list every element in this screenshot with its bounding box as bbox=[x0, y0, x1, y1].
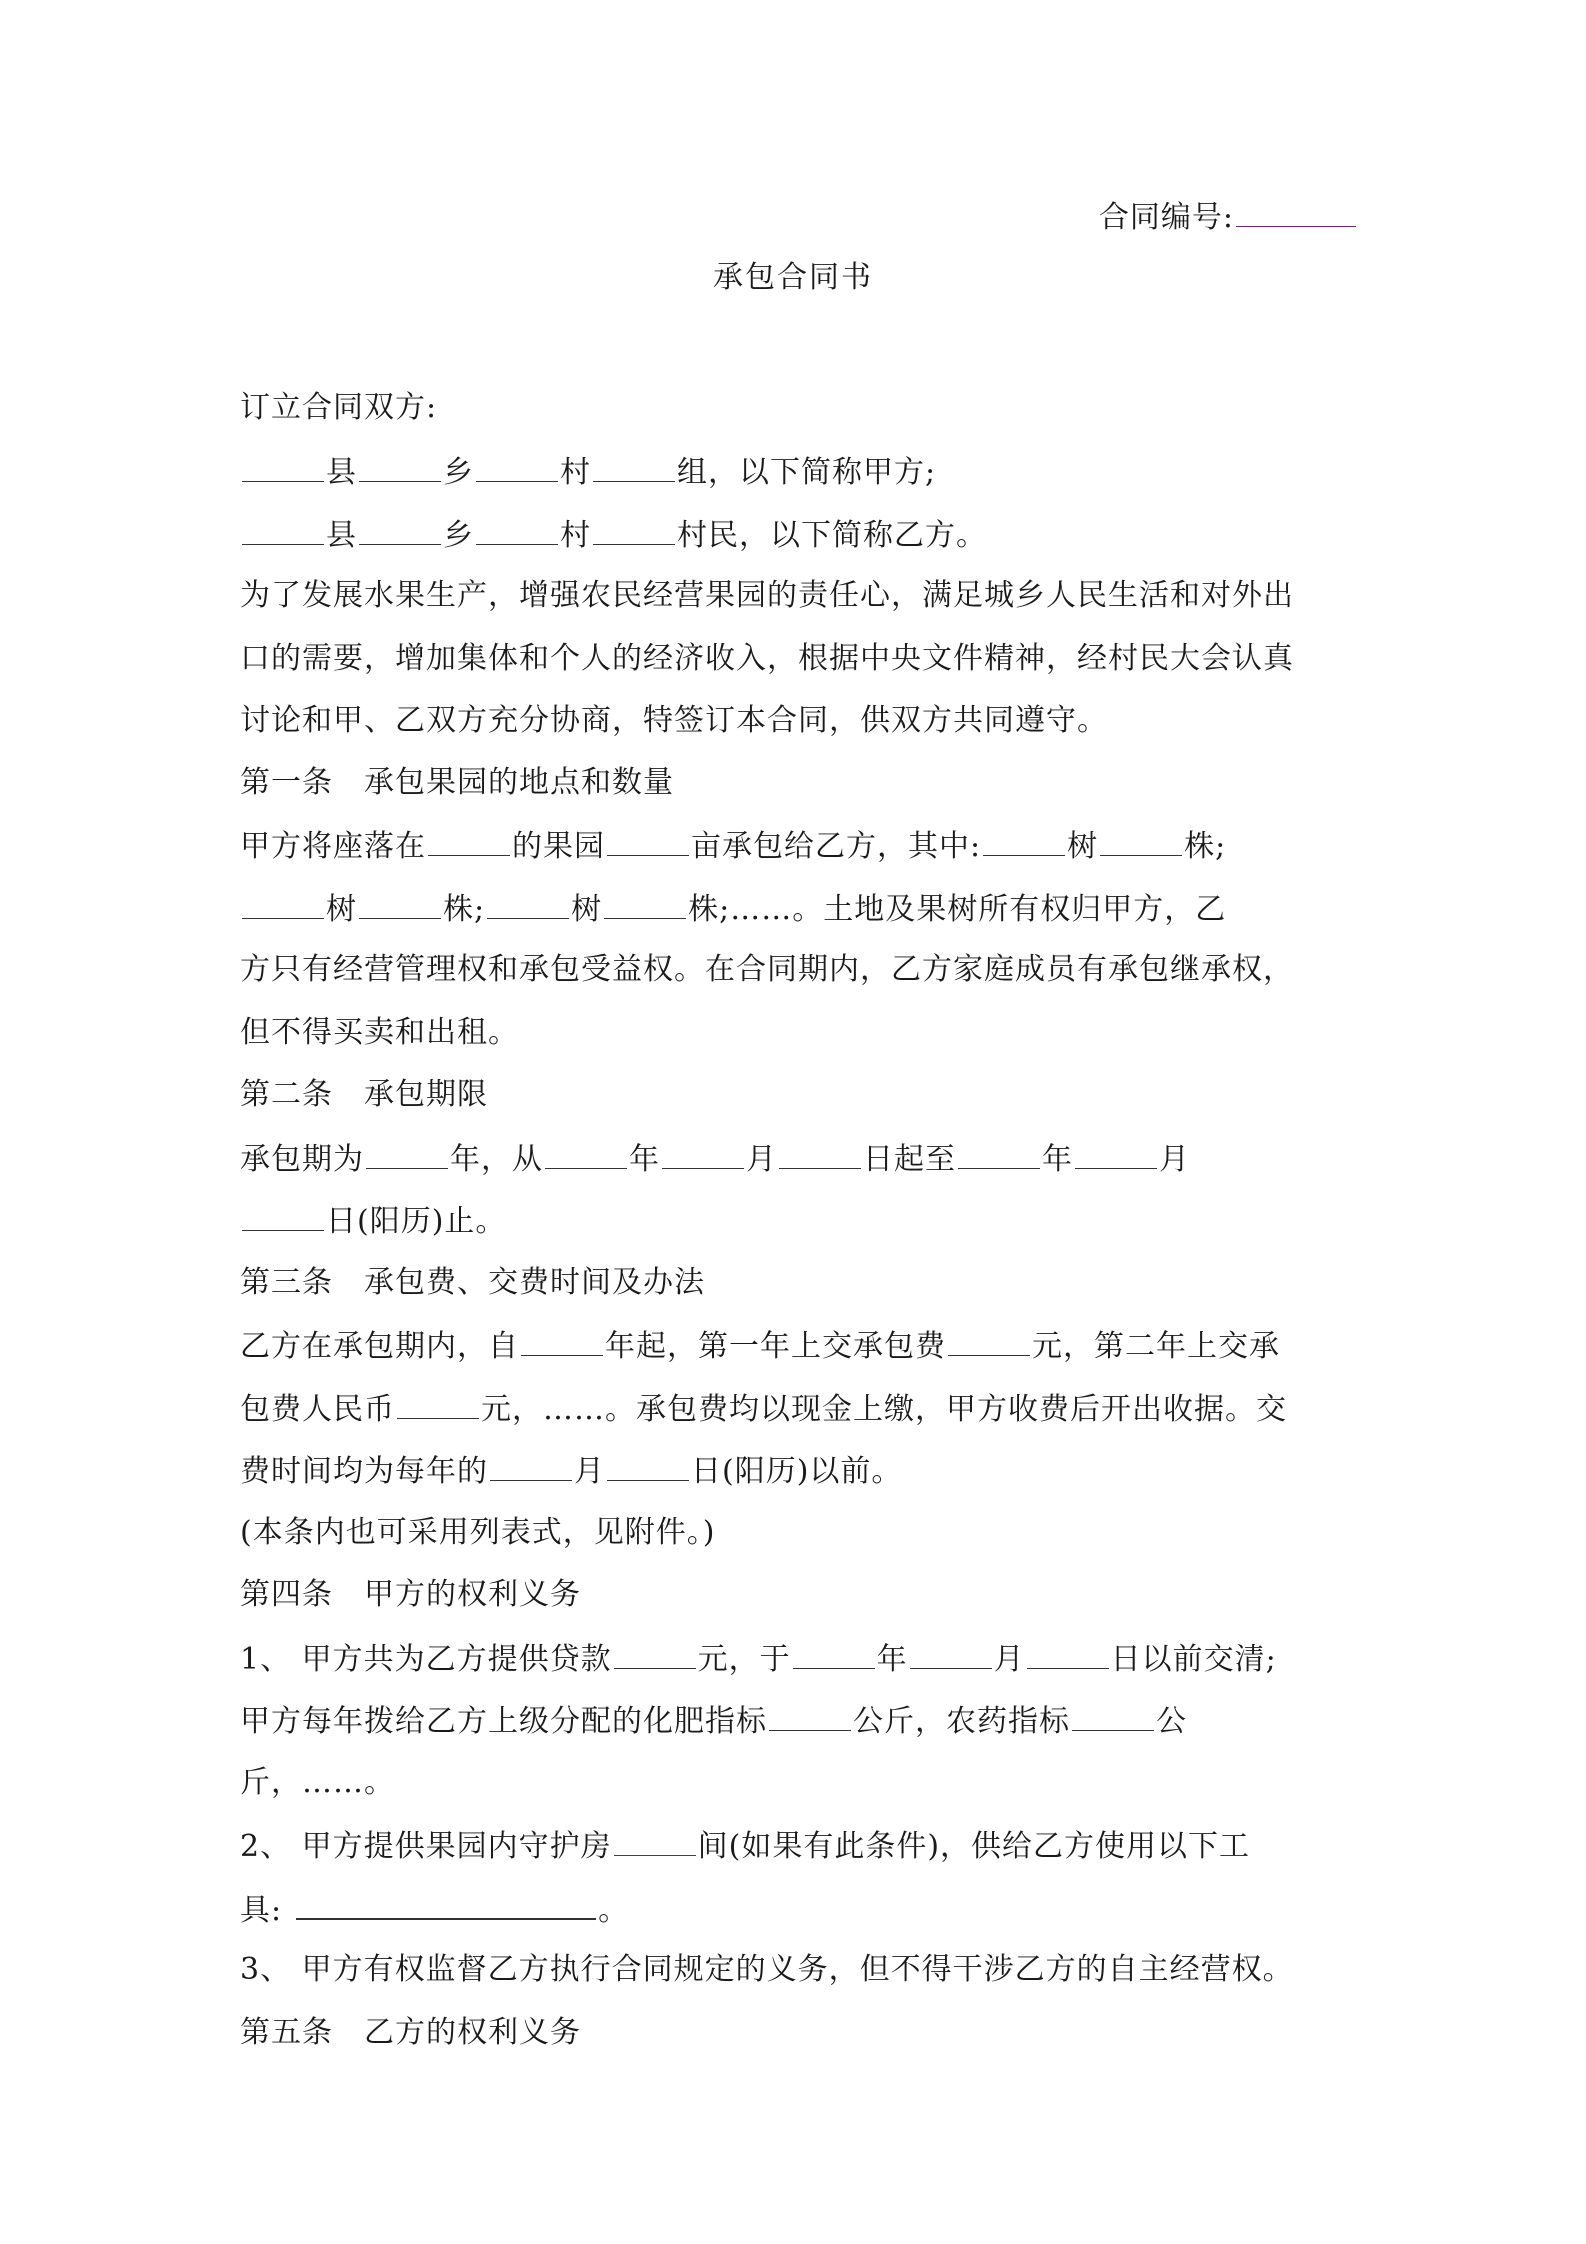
blank-field[interactable] bbox=[948, 1325, 1030, 1356]
blank-field[interactable] bbox=[242, 514, 324, 545]
text-span: 包费人民币 bbox=[240, 1392, 395, 1427]
text-span: 乙方在承包期内，自 bbox=[240, 1329, 519, 1364]
blank-field[interactable] bbox=[476, 514, 558, 545]
blank-field[interactable] bbox=[1072, 1700, 1154, 1731]
blank-field[interactable] bbox=[779, 1138, 861, 1169]
blank-field[interactable] bbox=[521, 1325, 603, 1356]
text-span: 村民，以下简称乙方。 bbox=[677, 518, 987, 553]
blank-field[interactable] bbox=[614, 1825, 696, 1856]
article-4-item-2-line-2 bbox=[240, 1888, 629, 1931]
article-1-heading: 第一条 承包果园的地点和数量 bbox=[240, 765, 674, 800]
text-span: 公斤，农药指标 bbox=[853, 1704, 1070, 1739]
text-span: 乡 bbox=[443, 518, 474, 553]
text-span: 甲方每年拨给乙方上级分配的化肥指标 bbox=[240, 1704, 767, 1739]
blank-field[interactable] bbox=[604, 888, 686, 919]
article-4-item-1-line-2 bbox=[240, 1700, 1187, 1742]
text-span: 公 bbox=[1156, 1704, 1187, 1739]
text-span: 月 bbox=[1159, 1142, 1190, 1177]
text-span: 月 bbox=[993, 1642, 1025, 1677]
blank-field[interactable] bbox=[428, 825, 510, 856]
article-2-line-2 bbox=[240, 1200, 506, 1242]
blank-field[interactable] bbox=[359, 514, 441, 545]
text-span: 树 bbox=[571, 892, 603, 927]
blank-field[interactable] bbox=[662, 1138, 744, 1169]
article-4-heading: 第四条 甲方的权利义务 bbox=[240, 1577, 581, 1612]
text-span: 年 bbox=[629, 1142, 660, 1177]
blank-field[interactable] bbox=[593, 451, 675, 482]
blank-field[interactable] bbox=[490, 1450, 572, 1481]
text-span: 1、 甲方共为乙方提供贷款 bbox=[240, 1642, 612, 1677]
blank-field[interactable] bbox=[366, 1138, 448, 1169]
text-span: 具: bbox=[240, 1893, 283, 1928]
text-span: 日(阳历)以前。 bbox=[691, 1454, 903, 1489]
text-span: 日起至 bbox=[863, 1142, 956, 1177]
document-title: 承包合同书 bbox=[713, 260, 873, 295]
text-span: 日(阳历)止。 bbox=[326, 1204, 507, 1239]
blank-field[interactable] bbox=[359, 888, 441, 919]
text-span: 树 bbox=[326, 892, 357, 927]
article-1-line-4: 但不得买卖和出租。 bbox=[240, 1015, 519, 1050]
text-span: 年起，第一年上交承包费 bbox=[605, 1329, 946, 1364]
blank-field[interactable] bbox=[242, 451, 324, 482]
blank-field[interactable] bbox=[476, 451, 558, 482]
preamble-line-3: 讨论和甲、乙双方充分协商，特签订本合同，供双方共同遵守。 bbox=[240, 703, 1108, 738]
text-span: 乡 bbox=[443, 455, 474, 490]
text-span: 亩承包给乙方，其中: bbox=[691, 829, 982, 864]
text-span: 。 bbox=[598, 1893, 630, 1928]
blank-field[interactable] bbox=[1027, 1638, 1109, 1669]
article-3-heading: 第三条 承包费、交费时间及办法 bbox=[240, 1265, 705, 1300]
article-3-line-2 bbox=[240, 1388, 1287, 1430]
blank-field[interactable] bbox=[487, 888, 569, 919]
text-span: 月 bbox=[574, 1454, 605, 1489]
blank-field[interactable] bbox=[242, 888, 324, 919]
contract-number bbox=[1099, 196, 1358, 238]
contract-number-label: 合同编号: bbox=[1098, 200, 1234, 235]
blank-field[interactable] bbox=[397, 1388, 479, 1419]
text-span: 2、 甲方提供果园内守护房 bbox=[240, 1829, 612, 1864]
article-4-item-3: 3、 甲方有权监督乙方执行合同规定的义务，但不得干涉乙方的自主经营权。 bbox=[240, 1952, 1294, 1987]
blank-field[interactable] bbox=[1075, 1138, 1157, 1169]
preamble-line-2: 口的需要，增加集体和个人的经济收入，根据中央文件精神，经村民大会认真 bbox=[240, 641, 1294, 676]
text-span: 县 bbox=[326, 455, 357, 490]
party-a-line bbox=[240, 451, 936, 493]
text-span: 日以前交清; bbox=[1110, 1642, 1277, 1677]
blank-field[interactable] bbox=[607, 1450, 689, 1481]
text-span: 株; bbox=[1184, 829, 1227, 864]
party-b-line bbox=[240, 514, 987, 556]
article-1-line-1 bbox=[240, 825, 1226, 867]
article-3-line-1 bbox=[240, 1325, 1280, 1367]
blank-field[interactable] bbox=[545, 1138, 627, 1169]
text-span: 年，从 bbox=[450, 1142, 543, 1177]
article-5-heading: 第五条 乙方的权利义务 bbox=[240, 2015, 581, 2050]
article-1-line-2 bbox=[240, 888, 1226, 930]
text-span: 元，第二年上交承 bbox=[1032, 1329, 1280, 1364]
article-4-item-1-line-3: 斤，……。 bbox=[240, 1765, 395, 1800]
blank-field[interactable] bbox=[769, 1700, 851, 1731]
blank-field[interactable] bbox=[1100, 825, 1182, 856]
blank-field[interactable] bbox=[614, 1638, 696, 1669]
text-span: 株; bbox=[443, 892, 486, 927]
tools-blank-field[interactable] bbox=[296, 1888, 596, 1920]
blank-field[interactable] bbox=[242, 1200, 324, 1231]
contract-number-blank[interactable] bbox=[1236, 196, 1356, 227]
text-span: 县 bbox=[326, 518, 357, 553]
text-span: 费时间均为每年的 bbox=[240, 1454, 488, 1489]
text-span: 年 bbox=[1042, 1142, 1073, 1177]
text-span: 村 bbox=[560, 455, 591, 490]
text-span: 月 bbox=[746, 1142, 777, 1177]
preamble-line-1: 为了发展水果生产，增强农民经营果园的责任心，满足城乡人民生活和对外出 bbox=[240, 578, 1294, 613]
text-span: 元，……。承包费均以现金上缴，甲方收费后开出收据。交 bbox=[481, 1392, 1287, 1427]
article-1-line-3: 方只有经营管理权和承包受益权。在合同期内，乙方家庭成员有承包继承权， bbox=[240, 952, 1294, 987]
article-4-item-1 bbox=[240, 1638, 1277, 1680]
blank-field[interactable] bbox=[958, 1138, 1040, 1169]
text-span: 年 bbox=[876, 1642, 908, 1677]
article-2-line-1 bbox=[240, 1138, 1190, 1180]
blank-field[interactable] bbox=[359, 451, 441, 482]
text-span: 元，于 bbox=[697, 1642, 791, 1677]
blank-field[interactable] bbox=[910, 1638, 992, 1669]
blank-field[interactable] bbox=[793, 1638, 875, 1669]
text-span: 承包期为 bbox=[240, 1142, 364, 1177]
blank-field[interactable] bbox=[593, 514, 675, 545]
article-3-note: (本条内也可采用列表式，见附件。) bbox=[240, 1515, 716, 1550]
blank-field[interactable] bbox=[607, 825, 689, 856]
article-3-line-3 bbox=[240, 1450, 902, 1492]
text-span: 甲方将座落在 bbox=[240, 829, 426, 864]
text-span: 组，以下简称甲方; bbox=[677, 455, 937, 490]
article-4-item-2 bbox=[240, 1825, 1250, 1867]
text-span: 间(如果有此条件)，供给乙方使用以下工 bbox=[697, 1829, 1251, 1864]
blank-field[interactable] bbox=[983, 825, 1065, 856]
article-2-heading: 第二条 承包期限 bbox=[240, 1077, 488, 1112]
text-span: 树 bbox=[1067, 829, 1099, 864]
text-span: 株;……。土地及果树所有权归甲方，乙 bbox=[688, 892, 1227, 927]
parties-intro: 订立合同双方: bbox=[240, 390, 438, 425]
text-span: 村 bbox=[560, 518, 591, 553]
text-span: 的果园 bbox=[512, 829, 605, 864]
